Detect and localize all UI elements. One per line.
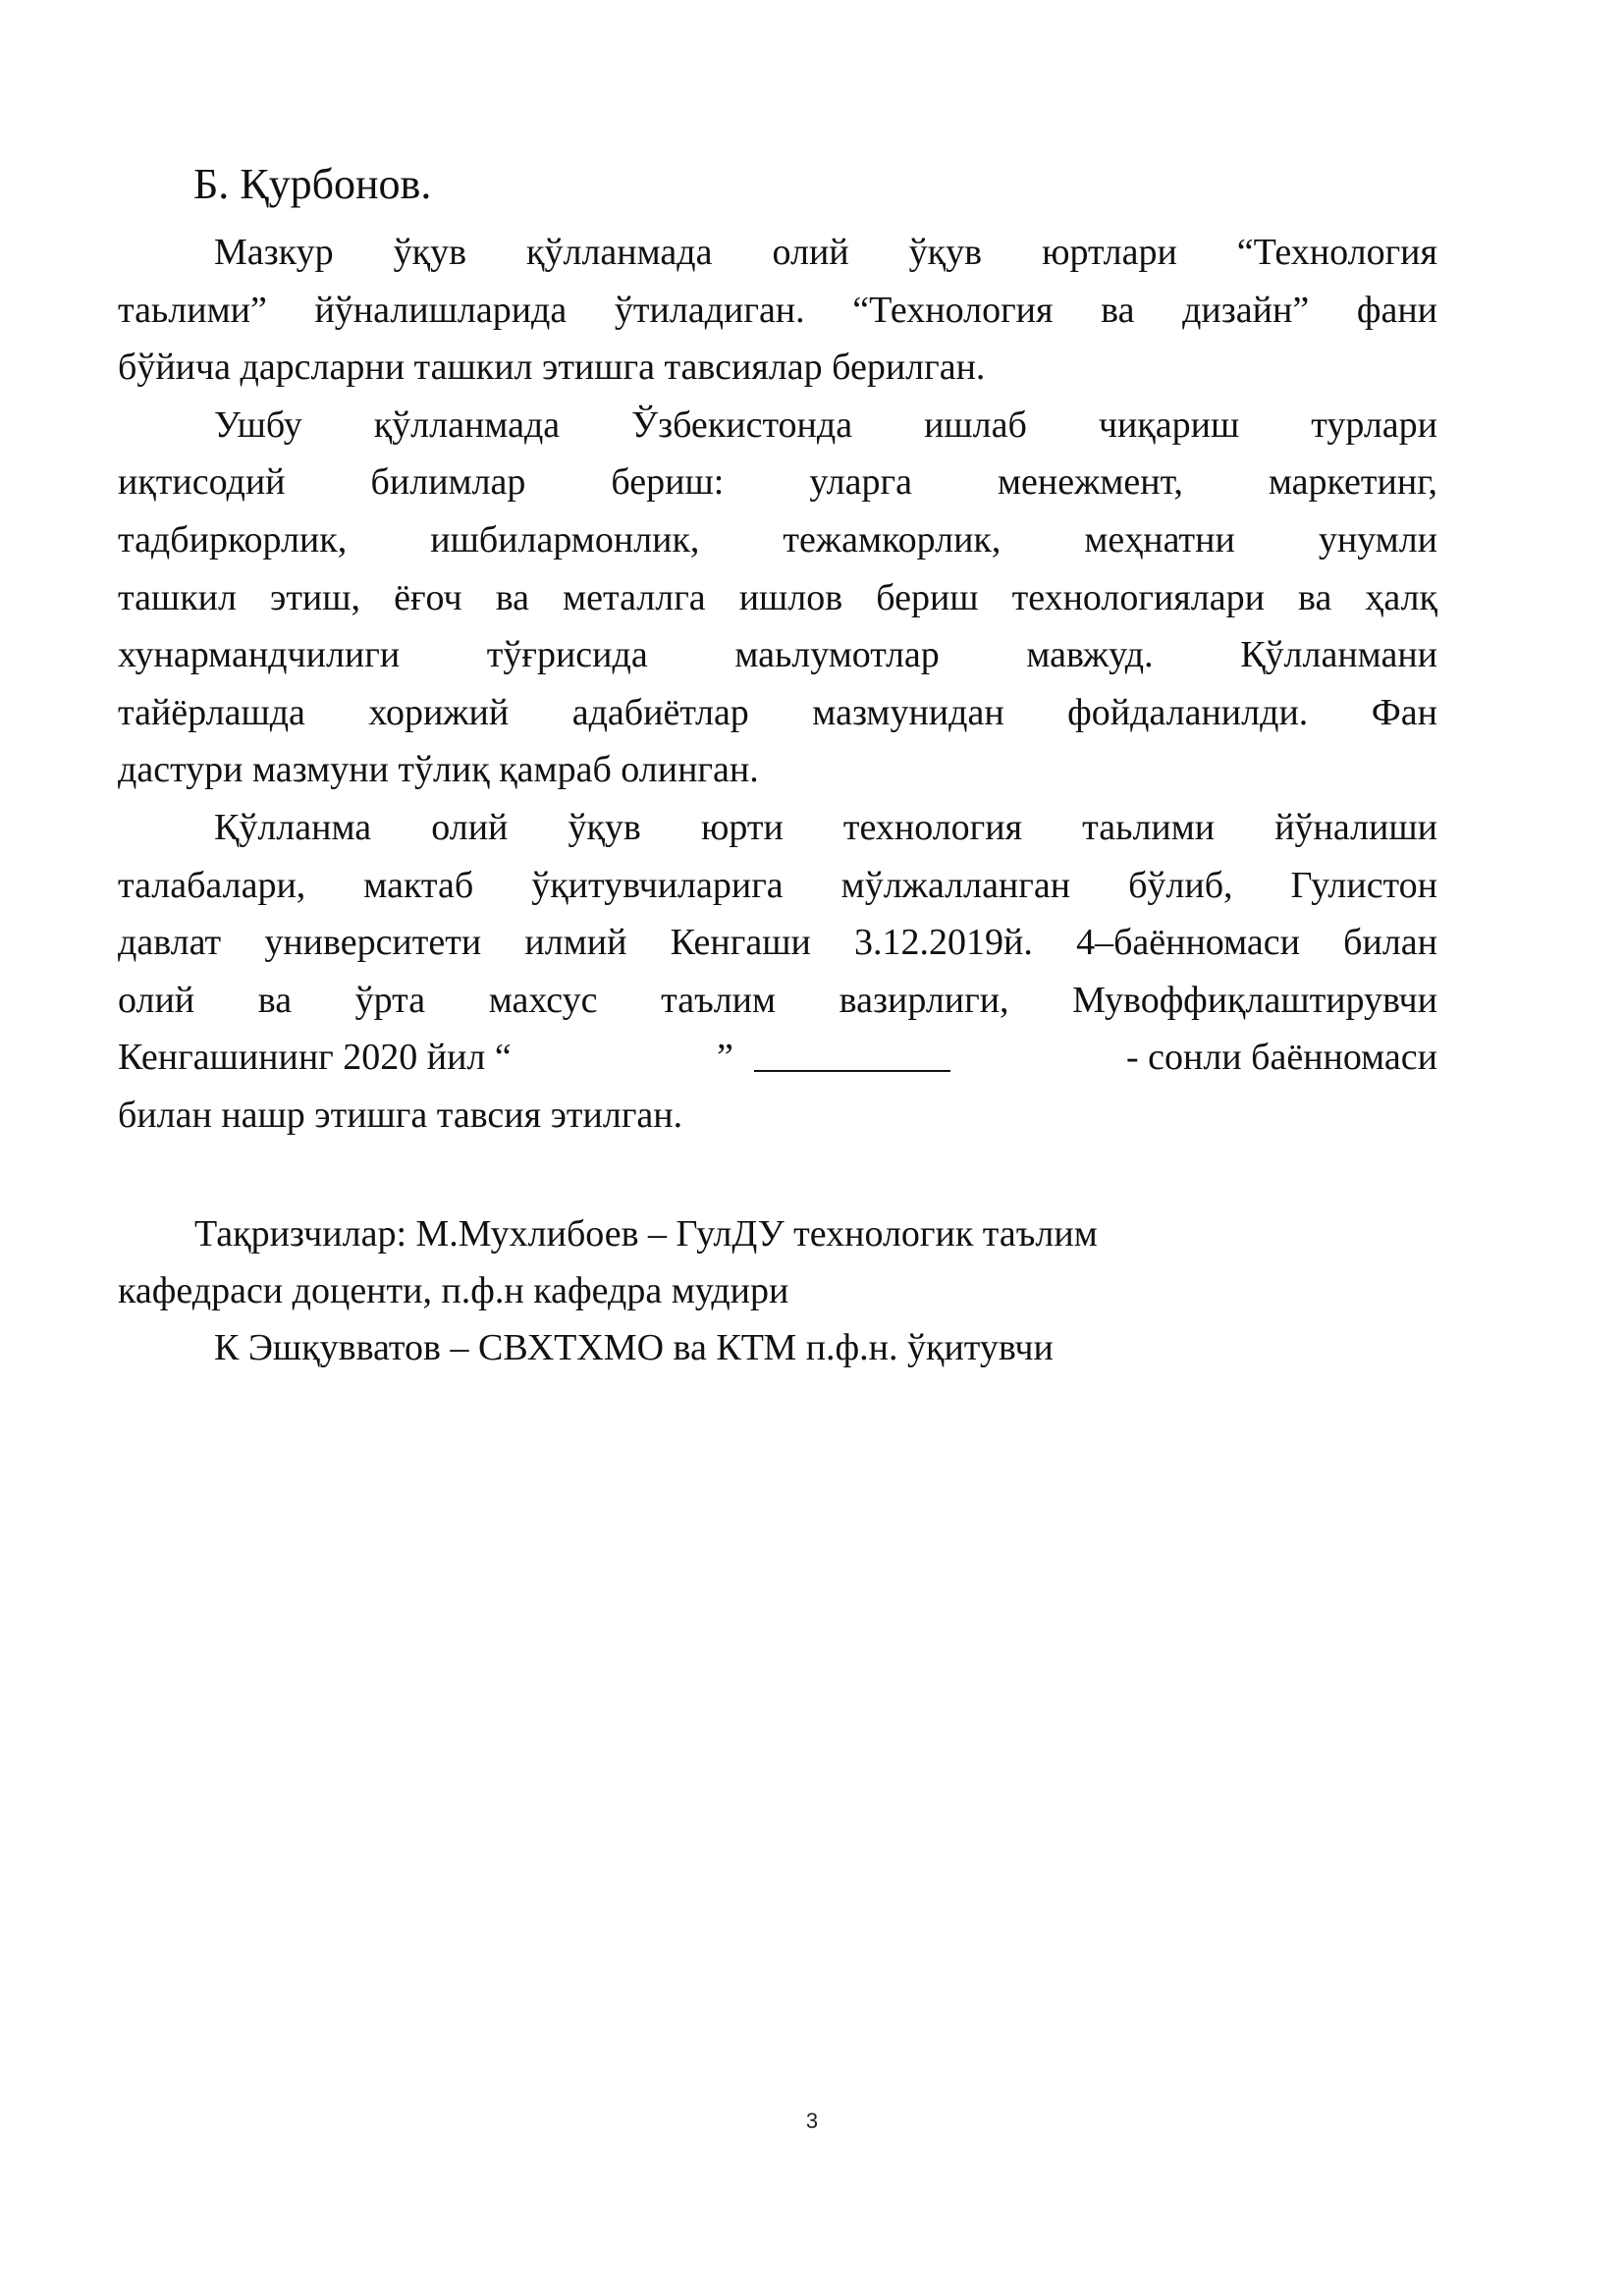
reviewer-line-3: К Эшқувватов – СВХТХМО ва КТМ п.ф.н. ўқитувчи	[214, 1327, 1054, 1368]
reviewer-line-2: кафедраси доценти, п.ф.н кафедра мудири	[118, 1270, 789, 1311]
paragraph-2	[118, 397, 1437, 799]
text-line: Ушбу қўлланмада Ўзбекистонда ишлаб чиқариш турлари	[214, 403, 1437, 446]
text-line: билан нашр этишга тавсия этилган.	[118, 1094, 683, 1136]
text-line: тайёрлашда хорижий адабиётлар мазмунидан фойдаланилди. Фан	[118, 691, 1437, 733]
reviewers-block	[118, 1205, 1437, 1376]
text-line: давлат университети илмий Кенгаши 3.12.2019й. 4–баённомаси билан	[118, 922, 1437, 964]
text-line: Қўлланма олий ўқув юрти технология таьлими йўналиши	[214, 806, 1437, 848]
page-number: 3	[805, 2109, 819, 2133]
text-line: ташкил этиш, ёғоч ва металлга ишлов бериш технологиялари ва ҳалқ	[118, 576, 1437, 618]
text-line: Мазкур ўқув қўлланмада олий ўқув юртлари “Технология	[214, 232, 1437, 273]
text-line: дастури мазмуни тўлиқ қамраб олинган.	[118, 749, 759, 791]
annotation-text	[118, 224, 1437, 1145]
protocol-suffix: - сонли баённомаси	[1125, 1037, 1437, 1079]
protocol-number-blank	[754, 1041, 950, 1072]
text-line: олий ва ўрта махсус таълим вазирлиги, Мувоффиқлаштирувчи	[118, 979, 1437, 1021]
text-line: талабалари, мактаб ўқитувчиларига мўлжалланган бўлиб, Гулистон	[118, 864, 1437, 906]
closing-quote: ”	[717, 1037, 733, 1079]
text-line: таьлими” йўналишларида ўтиладиган. “Технология ва дизайн” фани	[118, 289, 1437, 331]
text-line: хунармандчилиги тўғрисида маьлумотлар мавжуд. Қўлланмани	[118, 634, 1437, 676]
council-date-prefix: Кенгашининг 2020 йил “	[118, 1037, 512, 1079]
paragraph-3	[118, 799, 1437, 1145]
text-line: иқтисодий билимлар бериш: уларга менежмент, маркетинг,	[118, 461, 1437, 504]
text-line: тадбиркорлик, ишбилармонлик, тежамкорлик, меҳнатни унумли	[118, 518, 1437, 561]
text-line-with-blank	[118, 1029, 1437, 1087]
text-line: бўйича дарсларни ташкил этишга тавсиялар берилган.	[118, 347, 986, 389]
reviewer-line-1: Тақризчилар: М.Мухлибоев – ГулДУ технологик таълим	[194, 1213, 1098, 1255]
paragraph-1	[118, 224, 1437, 397]
author-name: Б. Қурбонов.	[193, 160, 432, 208]
